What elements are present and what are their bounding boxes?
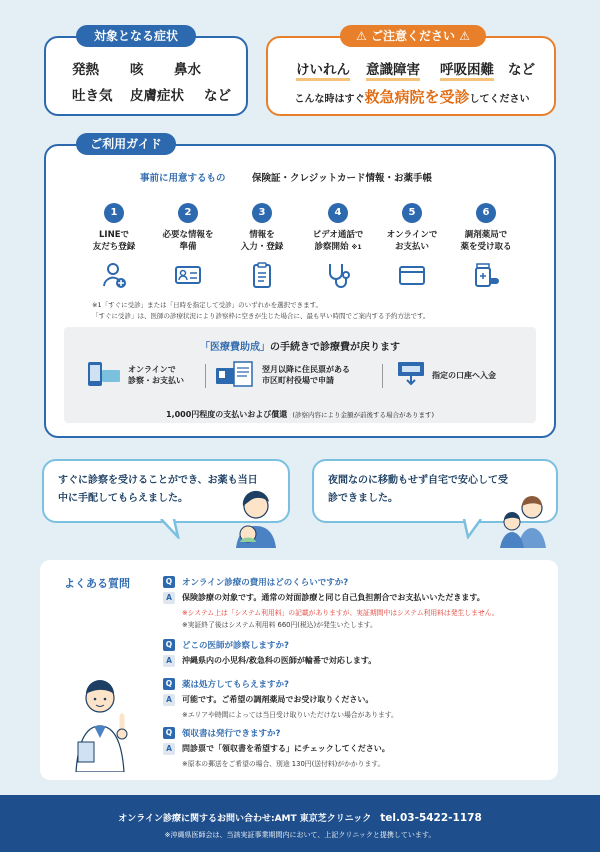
caution-message: こんな時はすぐ救急病院を受診してください — [294, 88, 530, 106]
faq-answer: 沖縄県内の小児科/救急科の医師が輪番で対応します。 — [182, 656, 377, 665]
testimonial-text-2: 夜間なのに移動もせず自宅で安心して受 診できました。 — [328, 475, 508, 504]
footer-tel[interactable]: tel.03-5422-1178 — [380, 812, 482, 824]
step-number: 6 — [476, 203, 496, 223]
footer-note: ※沖縄県医師会は、当該実証事業期間内において、上記クリニックと提携しています。 — [164, 831, 436, 839]
faq-answer: 問診票で「領収書を希望する」にチェックしてください。 — [182, 744, 390, 753]
subsidy-divider — [382, 364, 383, 388]
faq-answer-note: ※原本の郵送をご希望の場合、別途 130円(送付料)がかかります。 — [182, 760, 385, 768]
step-number: 5 — [402, 203, 422, 223]
bubble-tail — [460, 519, 482, 539]
symptoms-title: 対象となる症状 — [76, 25, 196, 47]
symptom-etc: など — [204, 88, 231, 104]
doctor-illustration — [70, 672, 142, 772]
user-add-icon — [99, 260, 129, 290]
caution-title-pill — [340, 25, 486, 47]
step-label: 情報を 入力・登録 — [240, 230, 284, 252]
symptom-runny-nose: 鼻水 — [174, 62, 201, 78]
q-marker: Q — [163, 576, 175, 588]
prep-items: 保険証・クレジットカード情報・お薬手帳 — [252, 173, 432, 184]
step-label: 調剤薬局で 薬を受け取る — [460, 230, 512, 252]
caution-breathing: 呼吸困難 — [440, 58, 494, 81]
subsidy-step-2: 翌月以降に住民票がある 市区町村役場で申請 — [262, 365, 350, 385]
mother-child-illustration — [226, 484, 284, 548]
step-number: 1 — [104, 203, 124, 223]
faq-question: 薬は処方してもらえますか? — [182, 680, 289, 690]
subsidy-step-1: オンラインで 診察・お支払い — [128, 365, 184, 385]
a-marker: A — [163, 743, 175, 755]
step-number: 2 — [178, 203, 198, 223]
q-marker: Q — [163, 639, 175, 651]
bubble-tail — [160, 519, 182, 539]
faq-question: 領収書は発行できますか? — [182, 729, 281, 739]
symptom-skin: 皮膚症状 — [130, 88, 184, 104]
credit-card-icon — [397, 260, 427, 290]
subsidy-divider — [205, 364, 206, 388]
subsidy-footer: 1,000円程度の支払いおよび償還 (診察内容により金額が前後する場合があります) — [166, 410, 434, 419]
step-note-2: 「すぐに受診」は、医師の診療状況により診察枠に空きが生じた場合に、最も早い時間でご案内する予約方法です。 — [92, 312, 430, 320]
father-child-illustration — [496, 494, 554, 548]
bank-deposit-icon — [396, 360, 426, 388]
a-marker: A — [163, 655, 175, 667]
step-note-1: ※1「すぐに受診」または「日時を指定して受診」のいずれかを選択できます。 — [92, 301, 323, 309]
medicine-icon — [471, 260, 501, 290]
resident-card-icon — [214, 360, 256, 388]
guide-title: ご利用ガイド — [76, 133, 176, 155]
step-label: 必要な情報を 準備 — [162, 230, 214, 252]
testimonial-text-1: すぐに診察を受けることができ、お薬も当日 中に手配してもらえました。 — [58, 475, 258, 504]
symptom-cough: 咳 — [130, 62, 144, 78]
warning-icon: ⚠ — [356, 29, 367, 43]
faq-answer-warning: ※システム上は「システム利用料」の記載がありますが、実証期間中はシステム利用料は発生しません。 — [182, 609, 499, 617]
faq-title: よくある質問 — [64, 577, 130, 590]
symptom-fever: 発熱 — [72, 62, 99, 78]
faq-answer: 保険診療の対象です。通常の対面診療と同じ自己負担割合でお支払いいただきます。 — [182, 593, 485, 602]
faq-question: オンライン診療の費用はどのくらいですか? — [182, 578, 349, 588]
faq-answer-note: ※実証終了後はシステム利用料 660円(税込)が発生いたします。 — [182, 621, 377, 629]
step-label: ビデオ通話で 診察開始 ※1 — [312, 230, 364, 252]
faq-answer: 可能です。ご希望の調剤薬局でお受け取りください。 — [182, 695, 374, 704]
footer-contact: オンライン診療に関するお問い合わせ:AMT 東京芝クリニック tel.03-5422-1178 — [118, 812, 482, 824]
a-marker: A — [163, 592, 175, 604]
step-label: LINEで 友だち登録 — [92, 230, 136, 252]
caution-consciousness: 意識障害 — [366, 58, 420, 81]
q-marker: Q — [163, 727, 175, 739]
q-marker: Q — [163, 678, 175, 690]
a-marker: A — [163, 694, 175, 706]
subsidy-title: 「医療費助成」の手続きで診療費が戻ります — [200, 342, 400, 353]
caution-title: ご注意ください — [370, 29, 455, 43]
id-card-icon — [173, 260, 203, 290]
step-number: 4 — [328, 203, 348, 223]
caution-etc: など — [508, 62, 535, 78]
faq-answer-note: ※エリアや時間によっては当日受け取りいただけない場合があります。 — [182, 711, 398, 719]
smartphone-icon — [86, 360, 122, 388]
clipboard-icon — [247, 260, 277, 290]
step-number: 3 — [252, 203, 272, 223]
symptom-nausea: 吐き気 — [72, 88, 113, 104]
subsidy-step-3: 指定の口座へ入金 — [432, 371, 496, 380]
faq-question: どこの医師が診察しますか? — [182, 641, 289, 651]
warning-icon: ⚠ — [459, 29, 470, 43]
caution-convulsion: けいれん — [296, 58, 350, 81]
step-label: オンラインで お支払い — [386, 230, 438, 252]
prep-label: 事前に用意するもの — [140, 173, 226, 184]
stethoscope-icon — [323, 260, 353, 290]
